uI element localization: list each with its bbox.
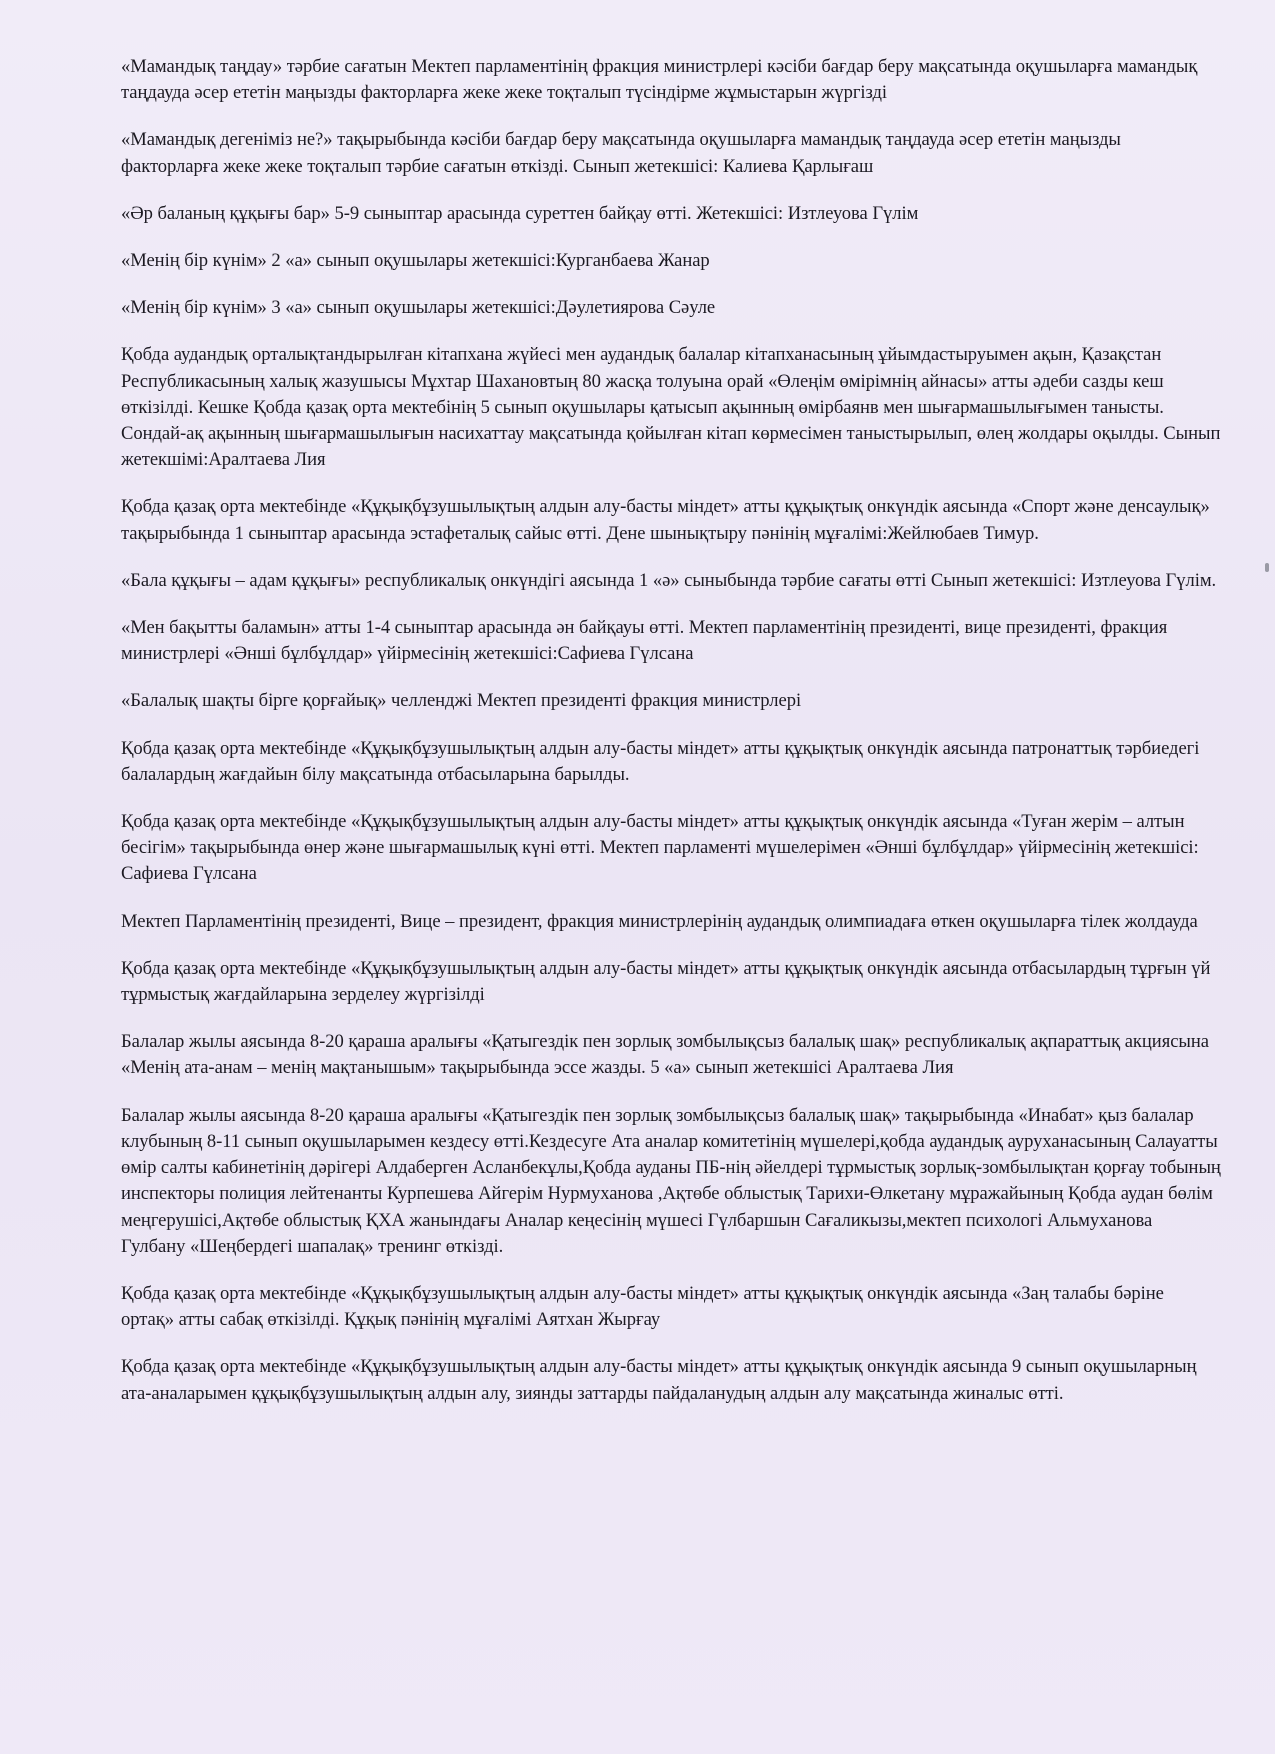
paragraph-housing-study: Қобда қазақ орта мектебінде «Құқықбұзушылықтың алдын алу-басты міндет» атты құқықтық онкүндік аясында отбасылардың тұрғын үй тұрмыстық жағдайларына зерделеу жүргізілді	[121, 957, 1211, 1006]
paragraph-relay-race: Қобда қазақ орта мектебінде «Құқықбұзушылықтың алдын алу-басты міндет» атты құқықтық онкүндік аясында «Спорт және денсаулық» тақырыбында 1 сыныптар арасында эстафеталық сайыс өтті. Дене шынықтыру пәнінің мұғалімі:Жейлюбаев Тимур.	[121, 496, 1210, 544]
paragraph-career-choice-class-hour: «Мамандық таңдау» тәрбие сағатын Мектеп парламентінің фракция министрлері кәсіби бағдар беру мақсатында оқушыларға мамандық таңдауда әсер ететін маңызды факторларға жеке жеке тоқталып түсіндірме жұмыстарын жүргізді	[121, 56, 1198, 104]
scan-speck	[1265, 563, 1269, 572]
paragraph-child-rights: «Бала құқығы – адам құқығы» республикалық онкүндігі аясында 1 «ә» сыныбында тәрбие сағаты өтті Сынып жетекшісі: Изтлеуова Гүлім.	[121, 569, 1217, 591]
paragraph-what-is-profession: «Мамандық дегеніміз не?» тақырыбында кәсіби бағдар беру мақсатында оқушыларға мамандық таңдауда әсер ететін маңызды факторларға жеке жеке тоқталып тәрбие сағатын өткізді. Сынып жетекшісі: Калиева Қарлығаш	[121, 129, 1121, 177]
paragraph-parents-meeting: Қобда қазақ орта мектебінде «Құқықбұзушылықтың алдын алу-басты міндет» атты құқықтық онкүндік аясында 9 сынып оқушыларның ата-аналарымен құқықбұзушылықтың алдын алу, зиянды заттарды пайдаланудың алдын алу мақсатында жиналыс өтті.	[121, 1356, 1197, 1404]
paragraph-drawing-contest: «Әр баланың құқығы бар» 5-9 сыныптар арасында суреттен байқау өтті. Жетекшісі: Изтлеуова Гүлім	[121, 202, 919, 224]
paragraph-literary-evening: Қобда аудандық орталықтандырылған кітапхана жүйесі мен аудандық балалар кітапханасының ұйымдастыруымен ақын, Қазақстан Республикасының халық жазушысы Мұхтар Шахановтың 80 жасқа толуына орай «Өлеңім өмірімнің айнасы» атты әдеби сазды кеш өткізілді. Кешке Қобда қазақ орта мектебінің 5 сынып оқушылары қатысып ақынның өмірбаянв мен шығармашылығымен танысты. Сондай-ақ ақынның шығармашылығын насихаттау мақсатында қойылған кітап көрмесімен таныстырылып, өлең жолдары оқылды. Сынып жетекшімі:Аралтаева Лия	[121, 344, 1221, 471]
document-body	[121, 54, 1221, 1428]
paragraph-essay-action: Балалар жылы аясында 8-20 қараша аралығы «Қатыгездік пен зорлық зомбылықсыз балалық шақ» республикалық ақпараттық акциясына «Менің ата-анам – менің мақтанышым» тақырыбында эссе жазды. 5 «а» сынып жетекшісі Аралтаева Лия	[121, 1031, 1209, 1079]
paragraph-childhood-challenge: «Балалық шақты бірге қорғайық» челленджі Мектеп президенті фракция министрлері	[121, 690, 802, 712]
paragraph-my-day-3a: «Менің бір күнім» 3 «а» сынып оқушылары жетекшісі:Дәулетиярова Сәуле	[121, 297, 716, 319]
paragraph-olympiad-wishes: Мектеп Парламентінің президенті, Вице – президент, фракция министрлерінің аудандық олимпиадаға өткен оқушыларға тілек жолдауда	[121, 910, 1198, 932]
paragraph-law-lesson: Қобда қазақ орта мектебінде «Құқықбұзушылықтың алдын алу-басты міндет» атты құқықтық онкүндік аясында «Заң талабы бәріне ортақ» атты сабақ өткізілді. Құқық пәнінің мұғалімі Аятхан Жырғау	[121, 1282, 1164, 1331]
paragraph-family-visits: Қобда қазақ орта мектебінде «Құқықбұзушылықтың алдын алу-басты міндет» атты құқықтық онкүндік аясында патронаттық тәрбиедегі балалардың жағдайын білу мақсатында отбасыларына барылды.	[121, 737, 1200, 785]
paragraph-art-day: Қобда қазақ орта мектебінде «Құқықбұзушылықтың алдын алу-басты міндет» атты құқықтық онкүндік аясында «Туған жерім – алтын бесігім» тақырыбында өнер және шығармашылық күні өтті. Мектеп парламенті мүшелерімен «Әнші бұлбұлдар» үйірмесінің жетекшісі: Сафиева Гүлсана	[121, 811, 1199, 885]
paragraph-song-contest: «Мен бақытты баламын» атты 1-4 сыныптар арасында ән байқауы өтті. Мектеп парламентінің президенті, вице президенті, фракция министрлері «Әнші бұлбұлдар» үйірмесінің жетекшісі:Сафиева Гүлсана	[121, 617, 1168, 665]
paragraph-girls-club-meeting: Балалар жылы аясында 8-20 қараша аралығы «Қатыгездік пен зорлық зомбылықсыз балалық шақ» тақырыбында «Инабат» қыз балалар клубының 8-11 сынып оқушыларымен кездесу өтті.Кездесуге Ата аналар комитетінің мүшелері,қобда аудандық ауруханасының Салауатты өмір салты кабинетінің дәрігері Алдаберген Асланбекұлы,Қобда ауданы ПБ-нің әйелдері тұрмыстық зорлық-зомбылықтан қорғау тобының инспекторы полиция лейтенанты Курпешева Айгерім Нурмуханова ,Ақтөбе облыстық Тарихи-Өлкетану мұражайының Қобда аудан бөлім меңгерушісі,Ақтөбе облыстық ҚХА жанындағы Аналар кеңесінің мүшесі Гүлбаршын Сағаликызы,мектеп психологі Альмуханова Гулбану «Шеңбердегі шапалақ» тренинг өткізді.	[121, 1104, 1221, 1257]
paragraph-my-day-2a: «Менің бір күнім» 2 «а» сынып оқушылары жетекшісі:Курганбаева Жанар	[121, 250, 710, 272]
